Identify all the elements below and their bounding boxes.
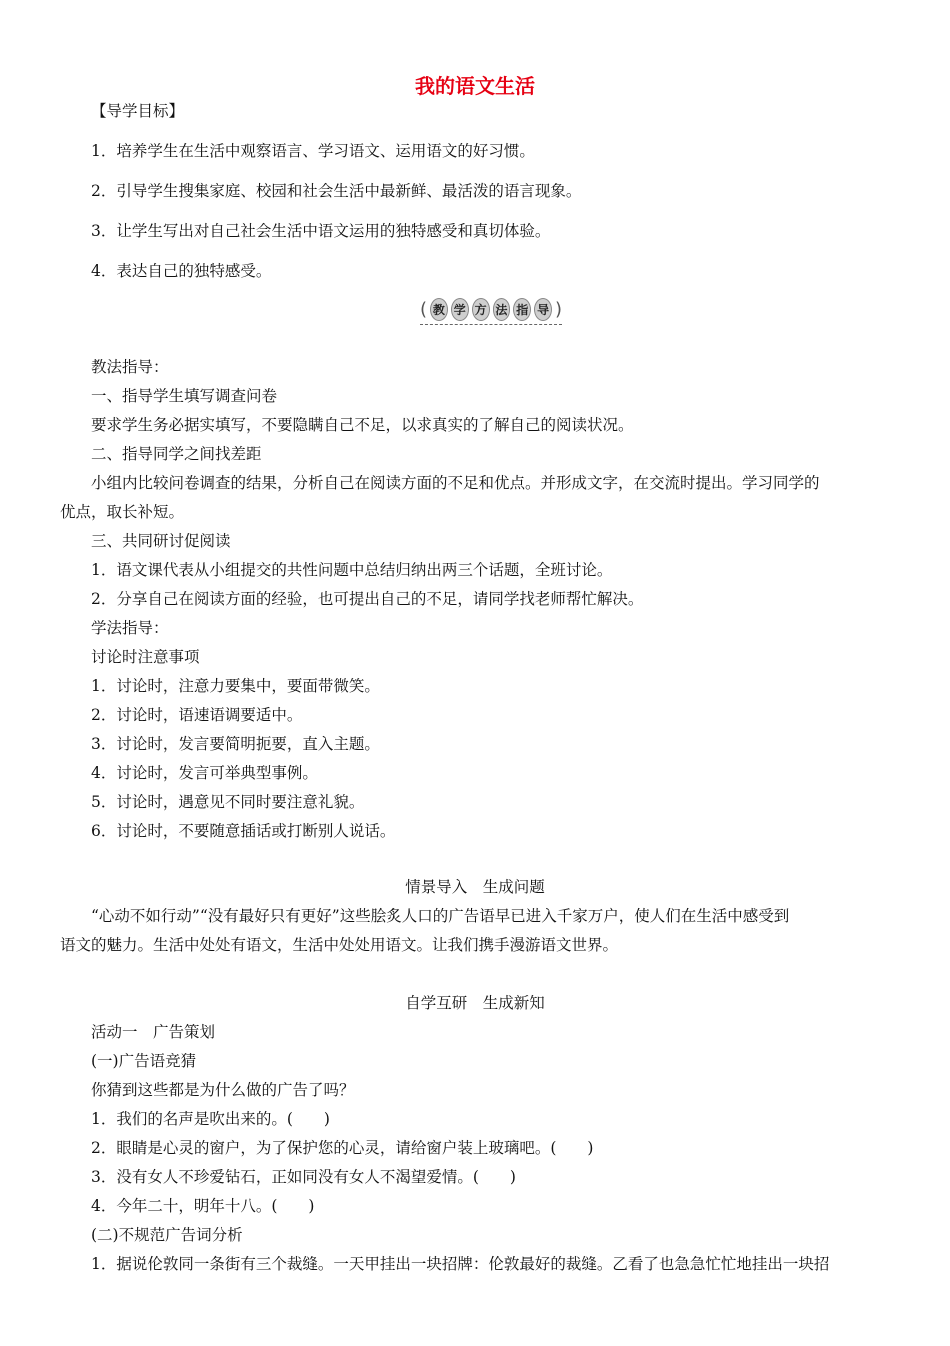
list-item: 1．讨论时，注意力要集中，要面带微笑。 — [91, 677, 380, 695]
goal-item: 3．让学生写出对自己社会生活中语文运用的独特感受和真切体验。 — [91, 222, 551, 240]
emblem-char: 方 — [472, 298, 490, 321]
emblem-char: 指 — [513, 298, 531, 321]
list-item: 3．没有女人不珍爱钻石，正如同没有女人不渴望爱情。( ) — [91, 1168, 516, 1186]
list-item: 5．讨论时，遇意见不同时要注意礼貌。 — [91, 793, 365, 811]
page-title: 我的语文生活 — [415, 74, 535, 98]
list-item: 4．今年二十，明年十八。( ) — [91, 1197, 315, 1215]
emblem-dashed-underline — [420, 324, 562, 325]
list-item: 1．语文课代表从小组提交的共性问题中总结归纳出两三个话题，全班讨论。 — [91, 561, 613, 579]
discuss-heading: 讨论时注意事项 — [91, 648, 200, 666]
section-title: 三、共同研讨促阅读 — [91, 532, 231, 550]
emblem-char: 教 — [430, 298, 448, 321]
list-item: 6．讨论时，不要随意插话或打断别人说话。 — [91, 822, 396, 840]
paragraph: 小组内比较问卷调查的结果，分析自己在阅读方面的不足和优点。并形成文字，在交流时提出。学习同学的 — [91, 474, 820, 492]
emblem-char: 学 — [451, 298, 469, 321]
goal-item: 1．培养学生在生活中观察语言、学习语文、运用语文的好习惯。 — [91, 142, 535, 160]
paragraph: 优点，取长补短。 — [60, 503, 185, 521]
teaching-method-emblem — [420, 296, 562, 326]
sub-heading: (一)广告语竞猜 — [91, 1052, 197, 1070]
section-title: 一、指导学生填写调查问卷 — [91, 387, 278, 405]
paragraph: 要求学生务必据实填写，不要隐瞒自己不足，以求真实的了解自己的阅读状况。 — [91, 416, 634, 434]
list-item: 2．分享自己在阅读方面的经验，也可提出自己的不足，请同学找老师帮忙解决。 — [91, 590, 644, 608]
emblem-char: 法 — [493, 298, 511, 321]
teach-heading: 教法指导： — [91, 358, 169, 376]
goals-heading: 【导学目标】 — [91, 102, 185, 120]
activity-title: 活动一 广告策划 — [91, 1023, 216, 1041]
section-title: 二、指导同学之间找差距 — [91, 445, 262, 463]
list-item: 3．讨论时，发言要简明扼要，直入主题。 — [91, 735, 380, 753]
goal-item: 4．表达自己的独特感受。 — [91, 262, 272, 280]
emblem-left-bracket: ( — [419, 298, 428, 320]
sub-heading: (二)不规范广告词分析 — [91, 1226, 243, 1244]
list-item: 1．我们的名声是吹出来的。( ) — [91, 1110, 330, 1128]
section-heading: 情景导入 生成问题 — [405, 878, 545, 896]
question: 你猜到这些都是为什么做的广告了吗？ — [91, 1081, 355, 1099]
list-item: 2．讨论时，语速语调要适中。 — [91, 706, 303, 724]
list-item: 4．讨论时，发言可举典型事例。 — [91, 764, 318, 782]
goal-item: 2．引导学生搜集家庭、校园和社会生活中最新鲜、最活泼的语言现象。 — [91, 182, 582, 200]
emblem-char: 导 — [534, 298, 552, 321]
section-heading: 自学互研 生成新知 — [405, 994, 545, 1012]
emblem-right-bracket: ) — [554, 298, 563, 320]
list-item: 2．眼睛是心灵的窗户，为了保护您的心灵，请给窗户装上玻璃吧。( ) — [91, 1139, 594, 1157]
learn-heading: 学法指导： — [91, 619, 169, 637]
paragraph: “心动不如行动”“没有最好只有更好”这些脍炙人口的广告语早已进入千家万户，使人们在生活中感受到 — [91, 907, 790, 925]
paragraph: 语文的魅力。生活中处处有语文，生活中处处用语文。让我们携手漫游语文世界。 — [60, 936, 619, 954]
paragraph: 1．据说伦敦同一条街有三个裁缝。一天甲挂出一块招牌：伦敦最好的裁缝。乙看了也急急忙忙地挂出一块招 — [91, 1255, 830, 1273]
